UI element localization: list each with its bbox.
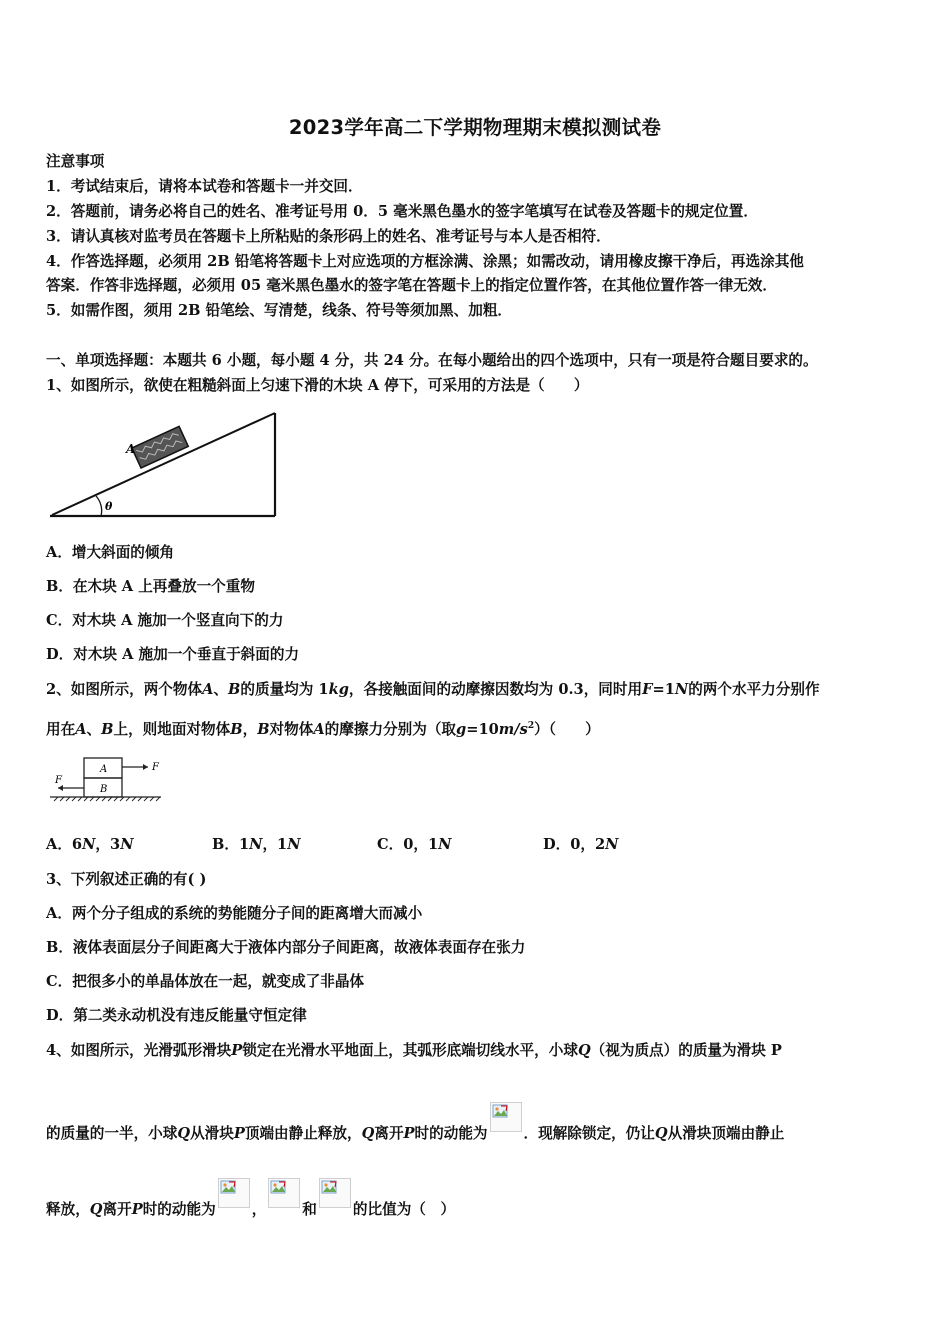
q2-option-b: B．1N，1N (212, 836, 301, 853)
notice-item: 5．如需作图，须用 2B 铅笔绘、写清楚，线条、符号等须加黑、加粗． (46, 302, 513, 319)
q1-option-a: A．增大斜面的倾角 (46, 544, 175, 561)
question-4-line1: 4、如图所示，光滑弧形滑块P锁定在光滑水平地面上，其弧形底端切线水平，小球Q（视为质点）的质量为滑块 P (46, 1042, 782, 1059)
q2-option-d: D．0，2N (543, 836, 619, 853)
q1-option-d: D．对木块 A 施加一个垂直于斜面的力 (46, 646, 300, 663)
q3-option-b: B．液体表面层分子间距离大于液体内部分子间距离，故液体表面存在张力 (46, 939, 526, 956)
q1-option-b: B．在木块 A 上再叠放一个重物 (46, 578, 255, 595)
force-right-label: F (152, 762, 159, 773)
q3-option-a: A．两个分子组成的系统的势能随分子间的距离增大而减小 (46, 905, 423, 922)
incline-surface (52, 413, 275, 515)
notice-heading: 注意事项 (46, 153, 105, 170)
question-4-line3: 释放，Q离开P时的动能为 ， 和 的比值为（ ） (46, 1178, 455, 1220)
broken-image-icon (490, 1102, 522, 1132)
incline-figure (46, 408, 282, 524)
broken-image-icon (268, 1178, 300, 1208)
page-title: 2023学年高二下学期物理期末模拟测试卷 (288, 116, 662, 139)
block-label: A (126, 442, 136, 456)
q1-option-c: C．对木块 A 施加一个竖直向下的力 (46, 612, 284, 629)
section-heading: 一、单项选择题：本题共 6 小题，每小题 4 分，共 24 分。在每小题给出的四个选项中，只有一项是符合题目要求的。 (46, 352, 818, 369)
angle-label: θ (105, 500, 113, 513)
angle-arc (96, 496, 102, 516)
question-2-stem-line1: 2、如图所示，两个物体A、B的质量均为 1kg，各接触面间的动摩擦因数均为 0.3，同时用F=1N的两个水平力分别作 (46, 681, 820, 698)
notice-item: 答案．作答非选择题，必须用 05 毫米黑色墨水的签字笔在答题卡上的指定位置作答，在其他位置作答一律无效． (46, 277, 777, 294)
q2-option-a: A．6N，3N (46, 836, 134, 853)
broken-image-icon (319, 1178, 351, 1208)
stacked-blocks-figure (46, 752, 166, 808)
notice-item: 3．请认真核对监考员在答题卡上所粘贴的条形码上的姓名、准考证号与本人是否相符． (46, 228, 611, 245)
notice-item: 2．答题前，请务必将自己的姓名、准考证号用 0．5 毫米黑色墨水的签字笔填写在试卷及答题卡的规定位置． (46, 203, 758, 220)
notice-item: 1．考试结束后，请将本试卷和答题卡一并交回． (46, 178, 363, 195)
question-1-stem: 1、如图所示，欲使在粗糙斜面上匀速下滑的木块 A 停下，可采用的方法是（ ） (46, 377, 589, 394)
block-A-label: A (100, 764, 108, 775)
question-2-stem-line2: 用在A、B上，则地面对物体B，B对物体A的摩擦力分别为（取$g=10m/s^2$）（ ） (46, 720, 600, 738)
block-A (132, 426, 188, 468)
broken-image-icon (218, 1178, 250, 1208)
question-3-stem: 3、下列叙述正确的有( ) (46, 871, 207, 888)
q3-option-d: D．第二类永动机没有违反能量守恒定律 (46, 1007, 307, 1024)
q2-option-c: C．0，1N (377, 836, 452, 853)
force-left-label: F (55, 775, 62, 786)
q3-option-c: C．把很多小的单晶体放在一起，就变成了非晶体 (46, 973, 365, 990)
question-4-line2: 的质量的一半，小球Q从滑块P顶端由静止释放，Q离开P时的动能为 ．现解除锁定，仍让Q从滑块顶端由静止 (46, 1102, 784, 1144)
block-B-label: B (100, 784, 108, 795)
notice-item: 4．作答选择题，必须用 2B 铅笔将答题卡上对应选项的方框涂满、涂黑；如需改动，请用橡皮擦干净后，再选涂其他 (46, 253, 804, 270)
